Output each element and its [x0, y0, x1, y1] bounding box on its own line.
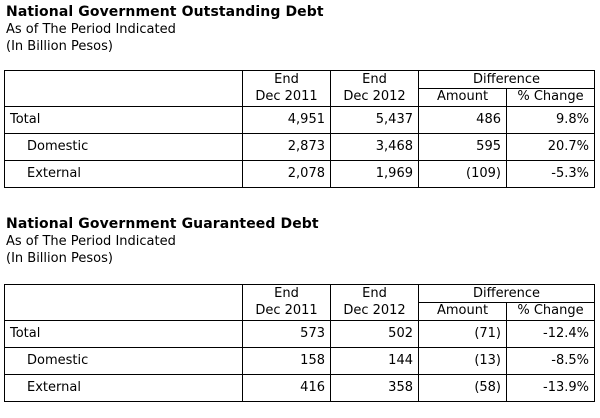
col-difference: Difference [419, 285, 595, 303]
row-label: External [5, 375, 243, 402]
cell-dec2011: 4,951 [243, 107, 331, 134]
header-blank-cell [5, 285, 243, 303]
row-label: Total [5, 321, 243, 348]
guaranteed-debt-unit: (In Billion Pesos) [6, 251, 113, 266]
cell-amount: (58) [419, 375, 507, 402]
cell-dec2011: 2,078 [243, 161, 331, 188]
cell-dec2012: 3,468 [331, 134, 419, 161]
cell-dec2011: 416 [243, 375, 331, 402]
table-row [5, 348, 595, 375]
table-row [5, 375, 595, 402]
outstanding-debt-unit: (In Billion Pesos) [6, 39, 113, 54]
guaranteed-debt-table [4, 284, 595, 402]
table-row [5, 161, 595, 188]
guaranteed-debt-period: As of The Period Indicated [6, 234, 176, 249]
col-dec2012-top: End [331, 285, 419, 303]
cell-dec2011: 573 [243, 321, 331, 348]
row-label: Domestic [5, 348, 243, 375]
cell-pct: 20.7% [507, 134, 595, 161]
cell-pct: -5.3% [507, 161, 595, 188]
cell-dec2012: 1,969 [331, 161, 419, 188]
col-amount: Amount [419, 303, 507, 321]
header-row-bottom [5, 303, 595, 321]
header-row-bottom [5, 89, 595, 107]
col-dec2012-bottom: Dec 2012 [331, 89, 419, 107]
col-amount: Amount [419, 89, 507, 107]
col-difference: Difference [419, 71, 595, 89]
cell-dec2012: 144 [331, 348, 419, 375]
outstanding-debt-table [4, 70, 595, 188]
header-blank-cell [5, 71, 243, 89]
guaranteed-debt-title: National Government Guaranteed Debt [6, 216, 319, 232]
table-row [5, 321, 595, 348]
cell-dec2012: 358 [331, 375, 419, 402]
cell-amount: (109) [419, 161, 507, 188]
header-blank-cell [5, 89, 243, 107]
cell-pct: -8.5% [507, 348, 595, 375]
outstanding-debt-title: National Government Outstanding Debt [6, 4, 324, 20]
cell-pct: 9.8% [507, 107, 595, 134]
col-dec2011-top: End [243, 71, 331, 89]
cell-dec2011: 158 [243, 348, 331, 375]
row-label: External [5, 161, 243, 188]
cell-pct: -12.4% [507, 321, 595, 348]
col-pct-change: % Change [507, 89, 595, 107]
col-dec2011-top: End [243, 285, 331, 303]
cell-amount: 595 [419, 134, 507, 161]
cell-dec2012: 5,437 [331, 107, 419, 134]
header-row-top [5, 285, 595, 303]
row-label: Domestic [5, 134, 243, 161]
col-dec2012-bottom: Dec 2012 [331, 303, 419, 321]
table-row [5, 134, 595, 161]
cell-pct: -13.9% [507, 375, 595, 402]
col-pct-change: % Change [507, 303, 595, 321]
cell-dec2012: 502 [331, 321, 419, 348]
row-label: Total [5, 107, 243, 134]
col-dec2011-bottom: Dec 2011 [243, 89, 331, 107]
col-dec2012-top: End [331, 71, 419, 89]
cell-amount: (13) [419, 348, 507, 375]
table-row [5, 107, 595, 134]
col-dec2011-bottom: Dec 2011 [243, 303, 331, 321]
cell-amount: (71) [419, 321, 507, 348]
outstanding-debt-period: As of The Period Indicated [6, 22, 176, 37]
header-blank-cell [5, 303, 243, 321]
header-row-top [5, 71, 595, 89]
cell-dec2011: 2,873 [243, 134, 331, 161]
cell-amount: 486 [419, 107, 507, 134]
